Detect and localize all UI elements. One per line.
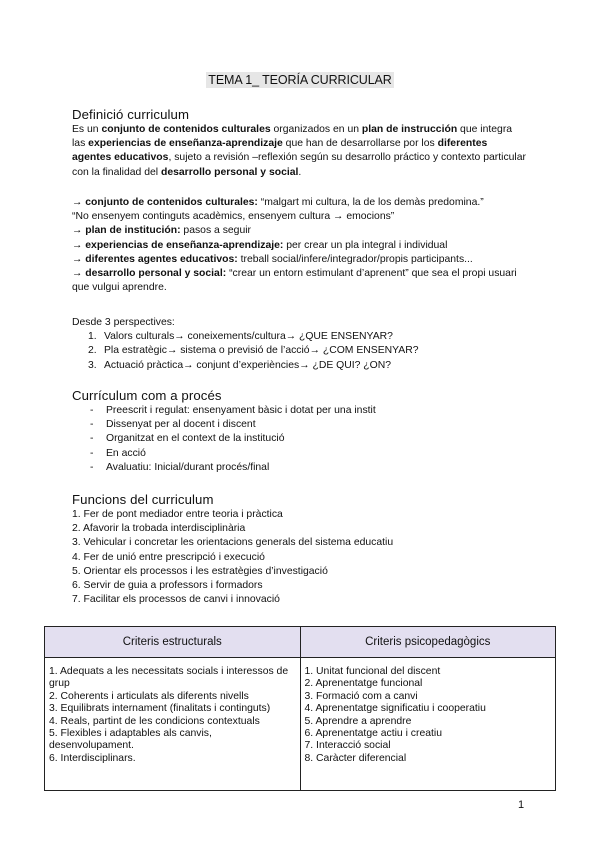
point-desc: “malgart mi cultura, la de los demàs predomina.”	[257, 197, 484, 208]
list-item	[86, 359, 527, 373]
header-criteris-psicopedagogics: Criteris psicopedagògics	[300, 627, 556, 658]
definicio-intro	[72, 123, 527, 180]
intro-text: , sujeto a revisión –reflexión según su desarrollo práctico y contexto particular con la finalidad del	[72, 152, 526, 178]
definicio-section	[72, 107, 527, 180]
point-line	[72, 253, 527, 267]
list-text: Actuació pràctica→ conjunt d’experiències→ ¿DE QUI? ¿ON?	[104, 359, 392, 371]
funcions-heading: Funcions del curriculum	[72, 492, 214, 507]
table-item: 2. Aprenentatge funcional	[304, 678, 423, 690]
list-item	[86, 330, 527, 344]
list-item: - Preescrit i regulat: ensenyament bàsic i dotat per una instit	[86, 404, 527, 418]
perspectives-list	[86, 330, 527, 373]
table-item: 5. Flexibles i adaptables als canvis, desenvolupament.	[49, 728, 212, 752]
point-desc: per crear un pla integral i individual	[283, 239, 448, 251]
intro-bold: plan de instrucción	[361, 124, 458, 135]
point-term: → experiencias de enseñanza-aprendizaje:	[72, 239, 284, 251]
list-item: 2. Afavorir la trobada interdisciplinària	[72, 523, 246, 535]
definicio-heading: Definició curriculum	[72, 107, 190, 122]
point-line	[72, 239, 527, 253]
definicio-points	[72, 196, 527, 295]
intro-bold: experiencias de enseñanza-aprendizaje	[88, 138, 283, 150]
intro-text: organizados en un	[270, 124, 362, 135]
list-item: 6. Servir de guia a professors i formadors	[72, 580, 263, 592]
intro-bold: desarrollo personal y social	[160, 166, 299, 178]
table-header-row	[45, 627, 556, 658]
point-desc: treball social/infere/integrador/propis participants...	[237, 253, 473, 265]
table-item: 8. Caràcter diferencial	[304, 752, 407, 764]
list-text: Valors culturals→ coneixements/cultura→ ¿QUE ENSENYAR?	[104, 331, 393, 343]
table-item: 6. Aprenentatge actiu i creatiu	[304, 728, 442, 740]
point-line	[72, 196, 527, 210]
list-item: - Organitzat en el context de la institució	[86, 432, 527, 446]
point-term: → conjunto de contenidos culturales:	[72, 197, 258, 208]
proces-heading: Currículum com a procés	[72, 388, 222, 403]
list-item: 4. Fer de unió entre prescripció i execució	[72, 551, 265, 563]
list-text: Pla estratègic→ sistema o previsió de l’acció→ ¿COM ENSENYAR?	[104, 345, 419, 357]
point-line	[72, 210, 527, 224]
point-desc: “crear un entorn estimulant d’aprenent” que sea el propi usuari que vulgui aprendre.	[72, 268, 517, 294]
page-title: TEMA 1_ TEORÍA CURRICULAR	[208, 73, 392, 87]
perspectives-intro: Desde 3 perspectives:	[72, 317, 175, 328]
table-item: 5. Aprendre a aprendre	[304, 715, 412, 727]
list-item: 5. Orientar els processos i les estratègies d’investigació	[72, 565, 328, 577]
list-number: 1.	[88, 331, 97, 343]
point-term: → diferentes agentes educativos:	[72, 253, 238, 265]
list-item	[86, 344, 527, 358]
intro-text: .	[298, 166, 302, 178]
list-item: 7. Facilitar els processos de canvi i innovació	[72, 594, 280, 606]
funcions-section	[72, 492, 527, 607]
intro-bold: conjunto de contenidos culturales	[101, 124, 271, 135]
proces-list	[86, 404, 527, 475]
criteris-table	[44, 626, 556, 791]
table-item: 3. Equilibrats internament (finalitats i continguts)	[49, 703, 271, 715]
table-item: 1. Unitat funcional del discent	[304, 666, 441, 677]
table-item: 2. Coherents i articulats als diferents nivells	[49, 690, 249, 702]
table-row	[45, 658, 556, 791]
table-item: 1. Adequats a les necessitats socials i interessos de grup	[49, 666, 289, 690]
list-item: 3. Vehicular i concretar les orientacions generals del sistema educatiu	[72, 537, 394, 549]
header-criteris-estructurals: Criteris estructurals	[45, 627, 301, 658]
list-number: 2.	[88, 345, 97, 357]
table-item: 4. Reals, partint de les condicions contextuals	[49, 715, 260, 727]
proces-section	[72, 388, 527, 475]
intro-text: que han de desarrollarse por los	[282, 138, 438, 150]
table-item: 6. Interdisciplinars.	[49, 752, 136, 764]
point-term: → plan de institución:	[72, 225, 181, 237]
estructurals-cell	[45, 658, 301, 791]
psicopedagogics-cell	[300, 658, 556, 791]
point-line	[72, 224, 527, 238]
intro-bold: diferentes agentes educativos	[72, 138, 488, 164]
point-term: → desarrollo personal y social:	[72, 268, 227, 280]
table-item: 4. Aprenentatge significatiu i cooperatiu	[304, 703, 486, 715]
list-item: 1. Fer de pont mediador entre teoria i pràctica	[72, 509, 283, 520]
table-item: 7. Interacció social	[304, 740, 391, 752]
point-desc: pasos a seguir	[180, 225, 251, 237]
list-item: - En acció	[86, 447, 527, 461]
point-line	[72, 267, 527, 295]
point-desc: “No ensenyem continguts acadèmics, ensenyem cultura → emocions”	[72, 211, 395, 223]
intro-text: Es un	[72, 124, 102, 135]
list-number: 3.	[88, 359, 97, 371]
perspectives-section	[72, 316, 527, 373]
page-number: 1	[518, 799, 525, 811]
table-item: 3. Formació com a canvi	[304, 690, 418, 702]
intro-text: que integra las	[72, 124, 513, 150]
list-item: - Dissenyat per al docent i discent	[86, 418, 527, 432]
list-item: - Avaluatiu: Inicial/durant procés/final	[86, 461, 527, 475]
